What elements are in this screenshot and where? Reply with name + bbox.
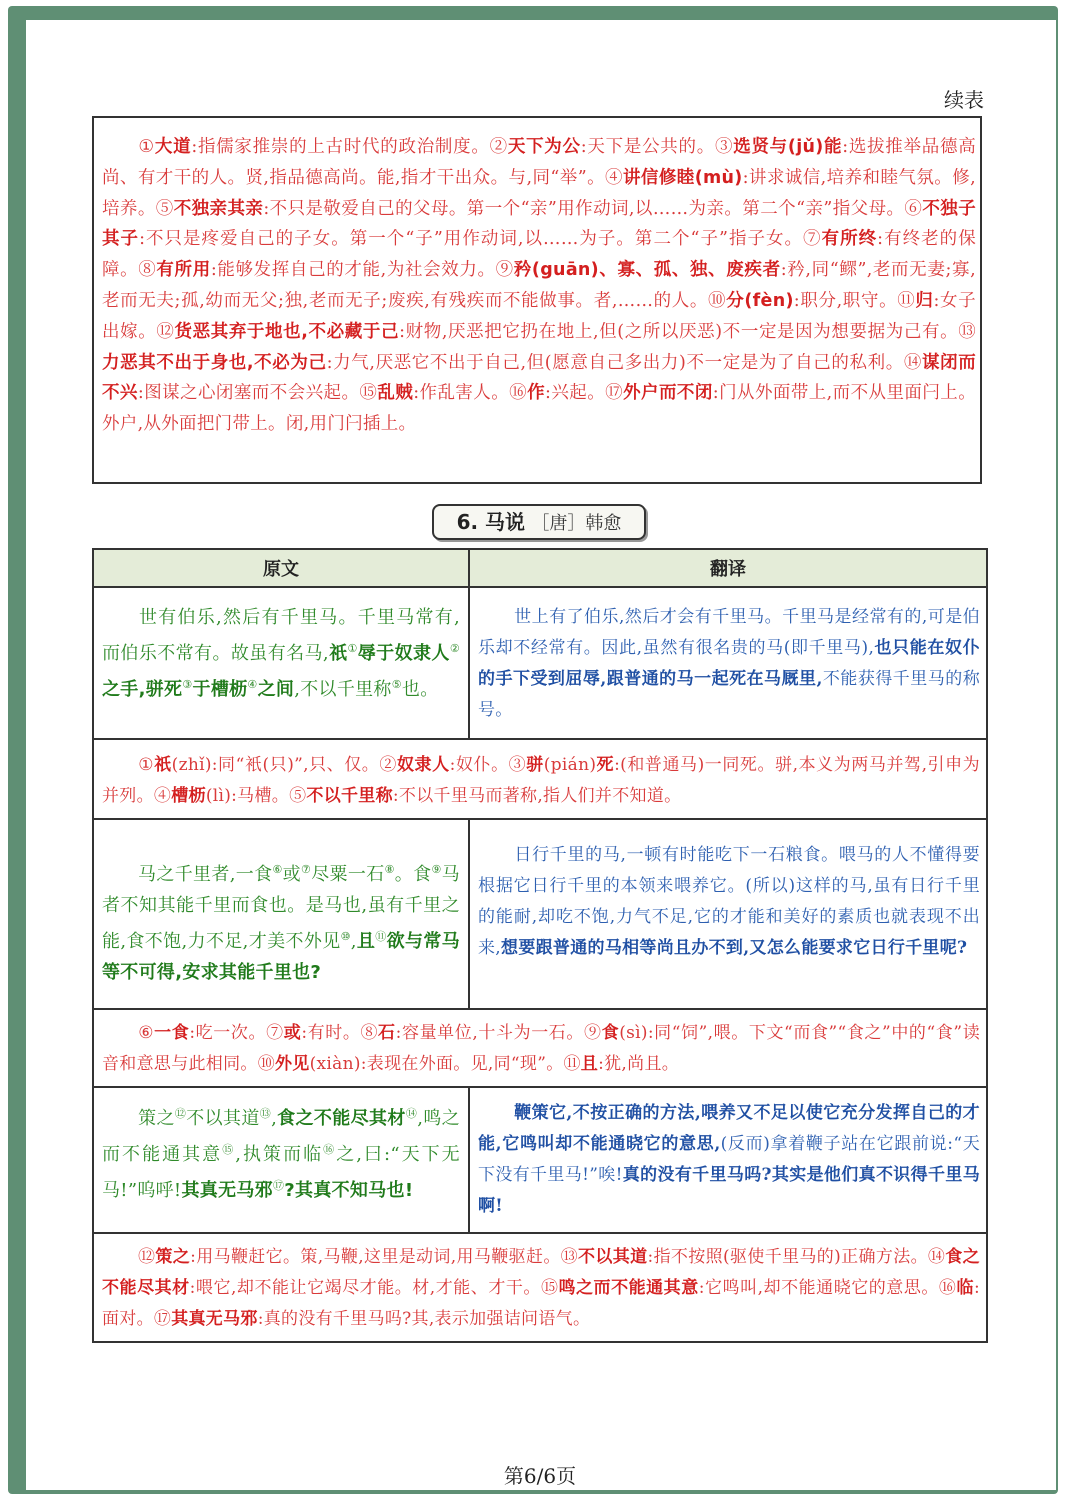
- keyword: 有所用: [156, 260, 211, 281]
- note-marker: ③: [182, 678, 193, 691]
- note-marker: ⑮: [222, 1143, 236, 1156]
- note-marker: ①: [347, 642, 358, 655]
- text-run: 。食: [394, 864, 432, 885]
- text-run: :真的没有千里马吗?其,表示加强诘问语气。: [257, 1309, 591, 1329]
- text-run: :女子出嫁。⑫: [102, 290, 976, 342]
- header-translation: 翻译: [469, 549, 987, 587]
- keyword: 矜(guān)、寡、孤、独、废疾者: [513, 260, 781, 281]
- notes-cell: [93, 739, 987, 819]
- table-row: [93, 587, 987, 739]
- keyword: 有所终: [821, 229, 878, 250]
- text-run: 世有伯乐,然后有千里马。千里马常有,而伯乐不常有。故虽有名马,: [102, 607, 460, 664]
- keyword: 祇: [328, 643, 348, 664]
- keyword: 辱于奴隶人: [357, 643, 450, 664]
- keyword: 祇: [154, 755, 172, 775]
- note-marker: ⑥: [272, 863, 283, 876]
- notes-cell: [93, 1009, 987, 1087]
- keyword: 货恶其弃于地也,不必藏于己: [174, 321, 400, 342]
- text-run: 日行千里的马,一顿有时能吃下一石粮食。喂马的人不懂得要根据它日行千里的本领来喂养它。(所以)这样的马,虽有日行千里的能耐,却吃不饱,力气不足,它的才能和美好的素质也就表现不出来,: [478, 845, 980, 958]
- keyword: 骈: [526, 755, 544, 775]
- original-cell: [93, 1087, 469, 1233]
- keyword: 鞭策它,不按正确的方法,喂养又不足以使它充分发挥自己的才能,它鸣叫却不能通晓它的意思,: [478, 1103, 980, 1154]
- keyword: 作: [527, 383, 546, 404]
- keyword: 之手,骈死: [102, 679, 183, 700]
- note-marker: ⑤: [391, 678, 402, 691]
- text-run: 也。: [401, 679, 439, 700]
- note-marker: ⑫: [174, 1107, 187, 1120]
- text-run: :有终老的保障。⑧: [102, 229, 976, 281]
- keyword: 真的没有千里马吗?其实是他们真不识得千里马啊!: [478, 1165, 980, 1216]
- text-run: :它鸣叫,却不能通晓它的意思。⑯: [698, 1278, 957, 1298]
- text-run: (sì):同“饲”,喂。下文“而食”“食之”中的“食”读音和意思与此相同。⑩: [102, 1023, 980, 1074]
- keyword: 不独子其子: [102, 198, 977, 250]
- keyword: 食之不能尽其材: [277, 1108, 406, 1129]
- table-header-row: [93, 549, 987, 587]
- keyword: 之间: [257, 679, 295, 700]
- translation-cell: [469, 819, 987, 1009]
- keyword: 食: [601, 1023, 620, 1043]
- note-marker: ②: [449, 642, 460, 655]
- keyword: 不以千里称: [306, 786, 393, 806]
- keyword: 谋闭而不兴: [102, 352, 976, 404]
- keyword: 槽枥: [171, 786, 206, 806]
- keyword: 选贤与(jǔ)能: [733, 137, 843, 157]
- text-run: :面对。⑰: [102, 1278, 981, 1329]
- note-marker: ⑦: [301, 863, 312, 876]
- note-marker: ⑨: [431, 863, 442, 876]
- text-run: 尽粟一石: [311, 864, 385, 885]
- text-run: ,不以千里称: [294, 679, 392, 700]
- keyword: 力恶其不出于身也,不必为己: [102, 352, 327, 373]
- text-run: (lì):马槽。⑤: [205, 786, 307, 806]
- original-cell: [93, 587, 469, 739]
- note-marker: ⑩: [340, 930, 351, 943]
- notes-row: [93, 1009, 987, 1087]
- section-title: [432, 504, 646, 540]
- note-marker: ⑬: [259, 1107, 272, 1120]
- text-run: :犹,尚且。: [598, 1054, 680, 1074]
- note-marker: ④: [247, 678, 258, 691]
- text-run: :门从外面带上,而不从里面闩上。外户,从外面把门带上。闭,用门闩插上。: [102, 383, 976, 435]
- section-dynasty: ［唐］: [531, 513, 586, 534]
- keyword: 其真无马邪: [181, 1180, 273, 1201]
- text-run: 马者不知其能千里而食也。是马也,虽有千里之能,食不饱,力不足,才美不外见: [102, 864, 460, 952]
- text-run: :(和普通马)一同死。骈,本义为两马并驾,引申为并列。④: [102, 755, 980, 806]
- note-marker: ⑰: [272, 1179, 285, 1192]
- text-run: (zhǐ):同“衹(只)”,只、仅。②: [171, 755, 397, 775]
- keyword: 乱贼: [377, 383, 414, 404]
- original-cell: [93, 819, 469, 1009]
- text-run: 不以其道: [186, 1108, 260, 1129]
- text-run: :图谋之心闭塞而不会兴起。⑮: [137, 383, 378, 404]
- note-marker: ⑯: [323, 1143, 337, 1156]
- keyword: 分(fèn): [726, 290, 794, 311]
- notes-row: [93, 739, 987, 819]
- section-number-title: 6. 马说: [456, 510, 526, 534]
- text-run: :兴起。⑰: [545, 383, 624, 404]
- text-run: 不能获得千里马的称号。: [478, 669, 981, 720]
- keyword: 天下为公: [507, 137, 581, 157]
- table-row: [93, 819, 987, 1009]
- keyword: 且: [580, 1054, 599, 1074]
- keyword: 欲与常马等不可得,安求其能千里也?: [102, 931, 460, 983]
- text-run: :容量单位,十斗为一石。⑨: [395, 1023, 602, 1043]
- keyword: 其真无马邪: [171, 1309, 258, 1329]
- keyword: 死: [596, 755, 615, 775]
- text-run: :有时。⑧: [301, 1023, 379, 1043]
- keyword: 食之不能尽其材: [102, 1247, 980, 1298]
- text-run: :指不按照(驱使千里马的)正确方法。⑭: [647, 1247, 946, 1267]
- text-run: ⑥: [138, 1023, 155, 1043]
- keyword: 不独亲其亲: [173, 198, 264, 219]
- text-run: :不只是敬爱自己的父母。第一个“亲”用作动词,以……为亲。第二个“亲”指父母。⑥: [263, 198, 923, 219]
- keyword: 外户而不闭: [623, 383, 713, 404]
- text-run: :天下是公共的。③: [580, 137, 734, 157]
- keyword: 外见: [275, 1054, 310, 1074]
- note-marker: ⑧: [384, 863, 395, 876]
- keyword: 奴隶人: [396, 755, 450, 775]
- text-run: :奴仆。③: [449, 755, 527, 775]
- keyword: 想要跟普通的马相等尚且办不到,又怎么能要求它日行千里呢?: [501, 938, 968, 958]
- text-run: :不以千里马而著称,指人们并不知道。: [392, 786, 682, 806]
- notes-row: [93, 1233, 987, 1342]
- text-run: ①: [138, 755, 155, 775]
- text-run: 马之千里者,一食: [138, 864, 273, 885]
- text-run: ,: [350, 931, 357, 952]
- keyword: 临: [956, 1278, 974, 1298]
- keyword: 策之: [155, 1247, 191, 1267]
- text-run: :讲求诚信,培养和睦气氛。修,培养。⑤: [102, 167, 976, 219]
- continued-label: 续表: [944, 88, 984, 112]
- header-original: 原文: [93, 549, 469, 587]
- translation-cell: [469, 587, 987, 739]
- keyword: 或: [283, 1023, 302, 1043]
- text-run: (xiàn):表现在外面。见,同“现”。⑪: [309, 1054, 581, 1074]
- keyword: 于槽枥: [192, 679, 248, 700]
- table-row: [93, 1087, 987, 1233]
- text-run: 或: [282, 864, 302, 885]
- note-marker: ⑪: [375, 930, 387, 943]
- text-run: ,: [271, 1108, 278, 1129]
- keyword: 归: [915, 290, 934, 311]
- section-author: 韩愈: [585, 513, 622, 534]
- keyword: 也只能在奴仆的手下受到屈辱,跟普通的马一起死在马厩里,: [478, 638, 980, 689]
- text-run: (反而)拿着鞭子站在它跟前说:“天下没有千里马!”唉!: [478, 1134, 980, 1185]
- text-run: :选拔推举品德高尚、有才干的人。贤,指品德高尚。能,指才干出众。与,同“举”。④: [102, 137, 977, 188]
- translation-cell: [469, 1087, 987, 1233]
- text-run: :职分,职守。⑪: [793, 290, 916, 311]
- text-run: :能够发挥自己的才能,为社会效力。⑨: [210, 260, 514, 281]
- text-run: ⑫: [138, 1247, 156, 1267]
- keyword: 一食: [154, 1023, 190, 1043]
- keyword: 大道: [154, 137, 192, 157]
- keyword: 石: [378, 1023, 396, 1043]
- keyword: ?其真不知马也!: [284, 1180, 414, 1201]
- keyword: 讲信修睦(mù): [622, 167, 743, 188]
- text-run: (pián): [543, 755, 597, 775]
- text-run: :指儒家推崇的上古时代的政治制度。②: [191, 137, 508, 157]
- keyword: 鸣之而不能通其意: [558, 1278, 699, 1298]
- notes-text: [102, 137, 976, 434]
- text-run: ,执策而临: [235, 1144, 324, 1165]
- text-run: :力气,厌恶它不出于自己,但(愿意自己多出力)不一定是为了自己的私利。⑭: [326, 352, 922, 373]
- text-run: ,鸣之而不能通其意: [102, 1108, 460, 1165]
- text-run: :财物,厌恶把它扔在地上,但(之所以厌恶)不一定是因为想要据为己有。⑬: [399, 321, 977, 342]
- text-run: :矜,同“鳏”,老而无妻;寡,老而无夫;孤,幼而无父;独,老而无子;废疾,有残疾而不能做事。者,……的人。⑩: [102, 260, 976, 311]
- text-run: :喂它,却不能让它竭尽才能。材,才能、才干。⑮: [189, 1278, 559, 1298]
- text-run: :用马鞭赶它。策,马鞭,这里是动词,用马鞭驱赶。⑬: [190, 1247, 579, 1267]
- text-run: 策之: [138, 1108, 175, 1129]
- text-translation-table: [92, 548, 988, 1343]
- text-run: :作乱害人。⑯: [413, 383, 528, 404]
- keyword: 且: [356, 931, 376, 952]
- notes-cell: [93, 1233, 987, 1342]
- text-run: 世上有了伯乐,然后才会有千里马。千里马是经常有的,可是伯乐却不经常有。因此,虽然有很名贵的马(即千里马),: [478, 607, 980, 658]
- text-run: :吃一次。⑦: [189, 1023, 284, 1043]
- text-run: ①: [138, 137, 155, 157]
- keyword: 不以其道: [578, 1247, 648, 1267]
- note-marker: ⑭: [405, 1107, 418, 1120]
- text-run: :不只是疼爱自己的子女。第一个“子”用作动词,以……为子。第二个“子”指子女。⑦: [139, 229, 822, 250]
- notes-box-datong: [92, 116, 982, 484]
- text-run: 之,曰:“天下无马!”呜呼!: [102, 1144, 460, 1201]
- page-number: 第6/6页: [503, 1464, 577, 1488]
